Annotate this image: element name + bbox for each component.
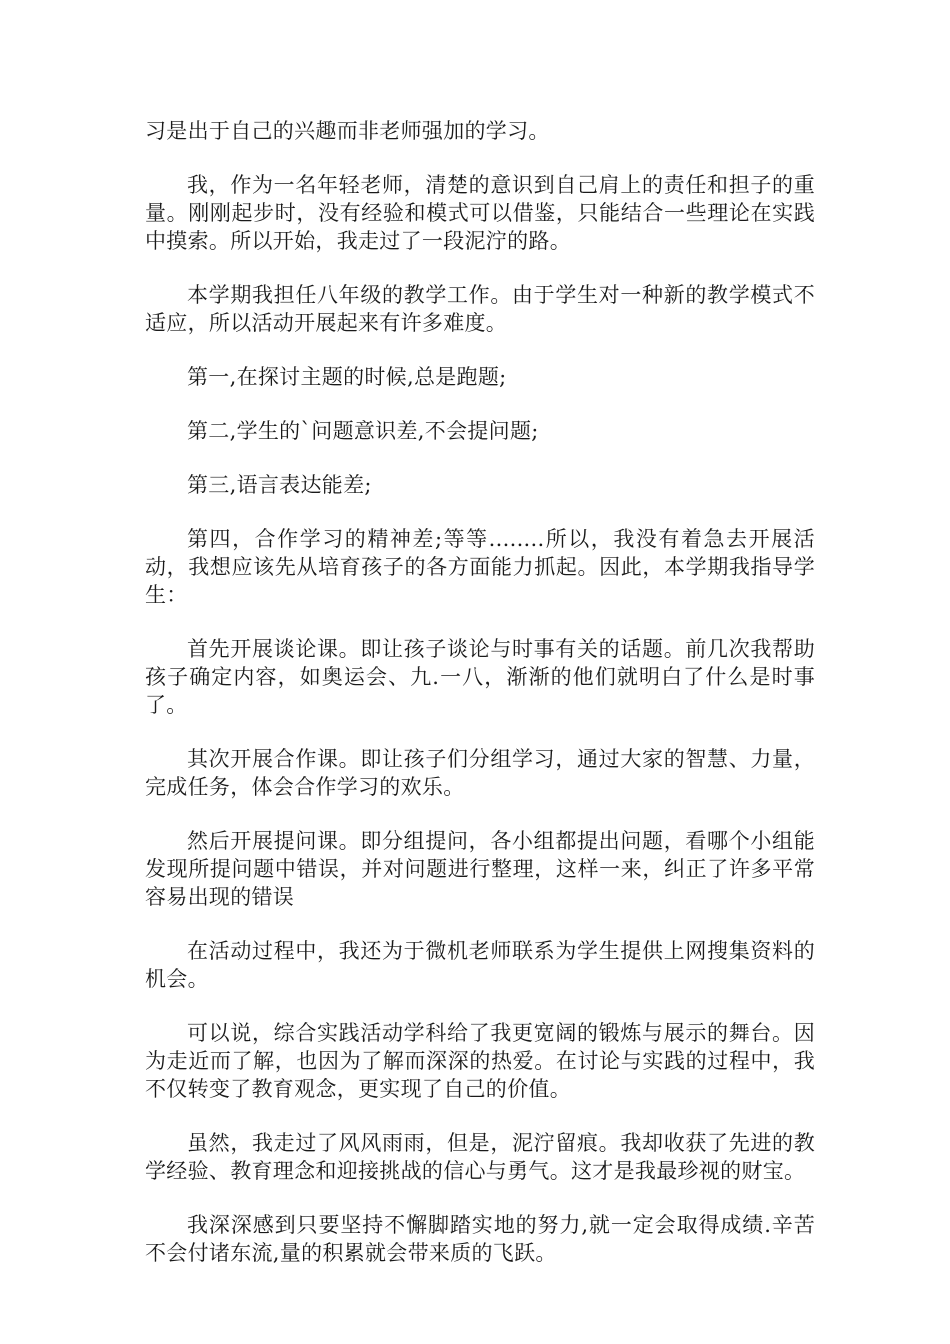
paragraph-issue-second: 第二,学生的`问题意识差,不会提问题; <box>187 419 539 443</box>
paragraph-reflection: 可以说，综合实践活动学科给了我更宽阔的锻炼与展示的舞台。因为走近而了解，也因为了解而深深的热爱。在讨论与实践的过程中，我不仅转变了教育观念，更实现了自己的价值。 <box>145 1021 815 1101</box>
paragraph-issue-fourth: 第四，合作学习的精神差;等等........所以，我没有着急去开展活动，我想应该先从培育孩子的各方面能力抓起。因此，本学期我指导学生： <box>145 527 815 607</box>
paragraph-issue-first: 第一,在探讨主题的时候,总是跑题; <box>187 365 507 389</box>
paragraph-responsibility: 我，作为一名年轻老师，清楚的意识到自己肩上的责任和担子的重量。刚刚起步时，没有经验和模式可以借鉴，只能结合一些理论在实践中摸索。所以开始，我走过了一段泥泞的路。 <box>145 173 815 253</box>
paragraph-discussion-class: 首先开展谈论课。即让孩子谈论与时事有关的话题。前几次我帮助孩子确定内容，如奥运会、九.一八，渐渐的他们就明白了什么是时事了。 <box>145 637 815 717</box>
paragraph-harvest: 虽然，我走过了风风雨雨，但是，泥泞留痕。我却收获了先进的教学经验、教育理念和迎接挑战的信心与勇气。这才是我最珍视的财宝。 <box>145 1131 815 1183</box>
paragraph-cooperation-class: 其次开展合作课。即让孩子们分组学习，通过大家的智慧、力量，完成任务，体会合作学习的欢乐。 <box>145 747 815 799</box>
paragraph-activity-process: 在活动过程中，我还为于微机老师联系为学生提供上网搜集资料的机会。 <box>145 939 815 991</box>
paragraph-continuation: 习是出于自己的兴趣而非老师强加的学习。 <box>145 119 550 143</box>
paragraph-issue-third: 第三,语言表达能差; <box>187 473 372 497</box>
paragraph-semester-work: 本学期我担任八年级的教学工作。由于学生对一种新的教学模式不适应，所以活动开展起来有许多难度。 <box>145 283 815 335</box>
paragraph-conclusion: 我深深感到只要坚持不懈脚踏实地的努力,就一定会取得成绩.辛苦不会付诸东流,量的积累就会带来质的飞跃。 <box>145 1213 815 1265</box>
paragraph-question-class: 然后开展提问课。即分组提问，各小组都提出问题，看哪个小组能发现所提问题中错误，并对问题进行整理，这样一来，纠正了许多平常容易出现的错误 <box>145 829 815 909</box>
document-body <box>145 117 815 1293</box>
